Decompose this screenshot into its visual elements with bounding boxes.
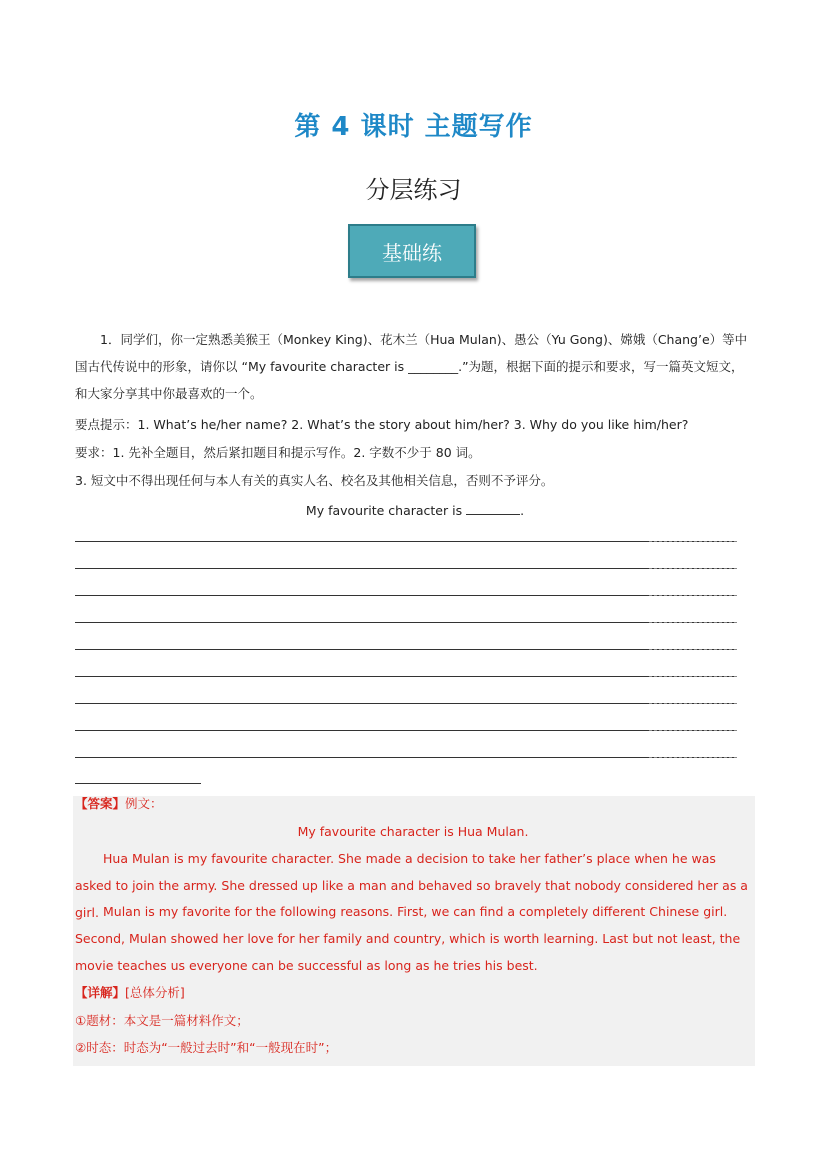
- writing-line[interactable]: [75, 622, 737, 623]
- writing-line-dash: [649, 676, 737, 677]
- essay-title-suffix: .: [520, 503, 525, 518]
- page-subtitle: 分层练习: [365, 176, 462, 204]
- writing-line-dash: [649, 568, 737, 569]
- essay-title-blank[interactable]: [466, 502, 520, 515]
- detail-point-2: ②时态：时态为“一般过去时”和“一般现在时”；: [75, 1040, 338, 1055]
- answer-label-line: [75, 790, 751, 817]
- answer-paragraph-1: Hua Mulan is my favourite character. She made a decision to take her father’s place when he was asked to join the army. She dressed up like a man and behaved so bravely that nobody considered her as a girl.: [75, 851, 748, 920]
- page-title: 第 4 课时 主题写作: [294, 112, 533, 142]
- writing-line[interactable]: [75, 595, 737, 596]
- level-badge: 基础练: [348, 224, 476, 278]
- question-requirements: 要求：1. 先补全题目，然后紧扣题目和提示写作。2. 字数不少于 80 词。: [75, 445, 481, 460]
- detail-label-rest: [总体分析]: [125, 985, 185, 1000]
- writing-line-dash: [649, 703, 737, 704]
- writing-line[interactable]: [75, 703, 737, 704]
- writing-line[interactable]: [75, 541, 737, 542]
- writing-line-dash: [649, 622, 737, 623]
- writing-line-dash: [649, 730, 737, 731]
- answer-paragraph-2: Mulan is my favorite for the following reasons. First, we can find a completely different Chinese girl. Second, Mulan showed her love for her family and country, which is worth learning. Last but not least, the movie teaches us everyone can be successful as long as he tries his best.: [75, 904, 741, 973]
- answer-essay-title: My favourite character is Hua Mulan.: [297, 824, 529, 839]
- writing-line[interactable]: [75, 568, 737, 569]
- writing-line[interactable]: [75, 757, 737, 758]
- writing-line[interactable]: [75, 649, 737, 650]
- writing-line-dash: [649, 757, 737, 758]
- writing-line-dash: [649, 595, 737, 596]
- detail-point-1: ①题材：本文是一篇材料作文；: [75, 1013, 249, 1028]
- question-intro: 1．同学们，你一定熟悉美猴王（Monkey King)、花木兰（Hua Mulan)、愚公（Yu Gong)、嫦娥（Chang’e）等中国古代传说中的形象，请你以 “My favourite character is ________.”为题，根据下面的提示和要求，写一篇英文短文，和大家分享其中你最喜欢的一个。: [75, 332, 748, 401]
- question-note: 3. 短文中不得出现任何与本人有关的真实人名、校名及其他相关信息，否则不予评分。: [75, 473, 554, 488]
- writing-line-dash: [649, 649, 737, 650]
- answer-label-rest: 例文：: [125, 796, 163, 811]
- detail-label: 【详解】: [75, 985, 126, 1000]
- question-hints: 要点提示：1. What’s he/her name? 2. What’s the story about him/her? 3. Why do you like him/her?: [75, 417, 689, 432]
- essay-title-line: [75, 502, 755, 518]
- section-divider: [75, 783, 201, 784]
- writing-line[interactable]: [75, 730, 737, 731]
- detail-label-line: [75, 979, 751, 1006]
- writing-line-dash: [649, 541, 737, 542]
- answer-label: 【答案】: [75, 796, 126, 811]
- essay-title-prefix: My favourite character is: [305, 503, 463, 518]
- writing-line[interactable]: [75, 676, 737, 677]
